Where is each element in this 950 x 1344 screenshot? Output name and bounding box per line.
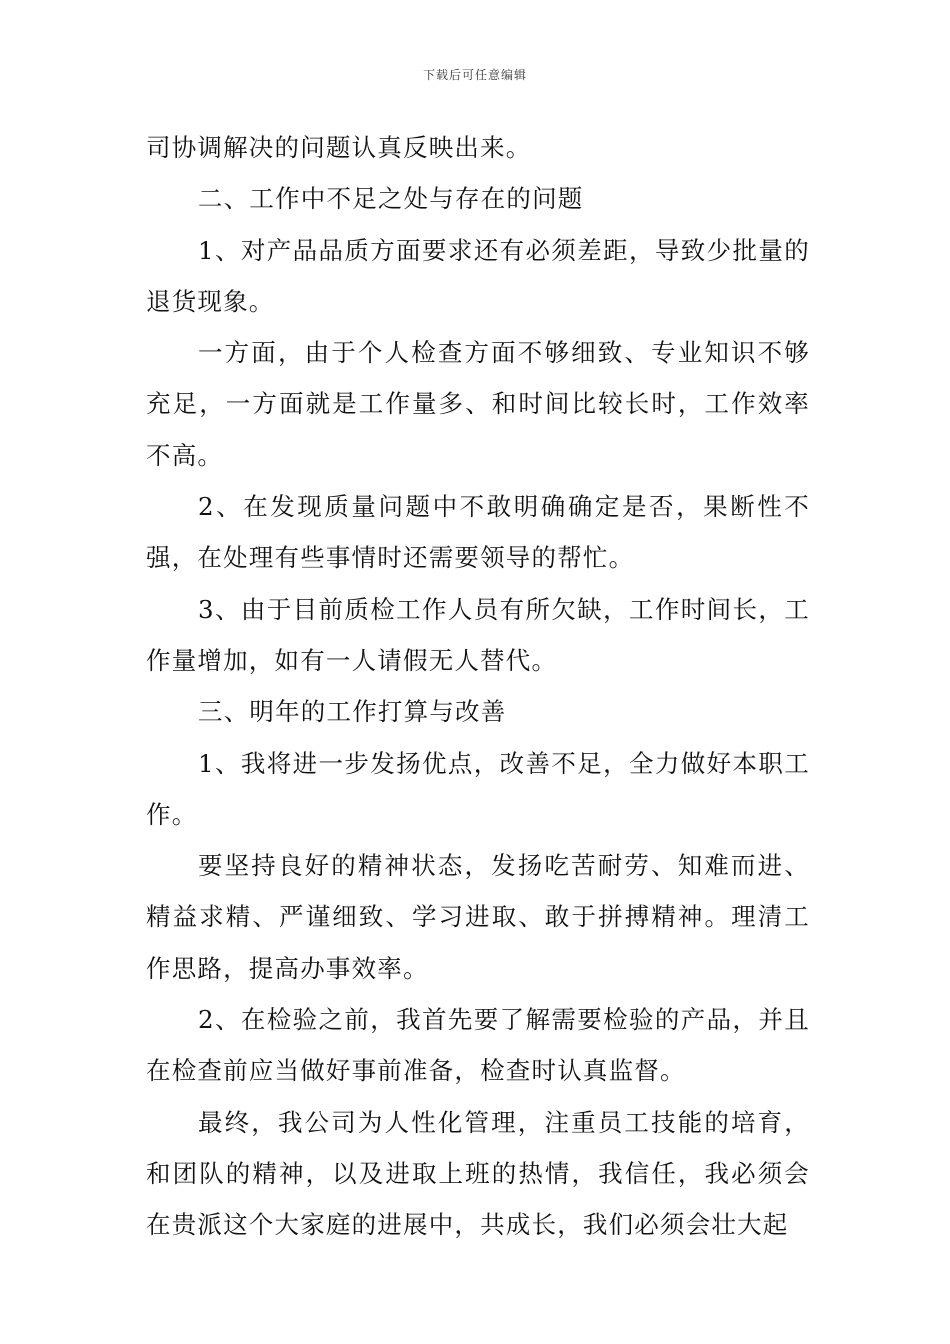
paragraph-spirit: 要坚持良好的精神状态，发扬吃苦耐劳、知难而进、精益求精、严谨细致、学习进取、敢于拼搏精神。理清工作思路，提高办事效率。 xyxy=(146,851,810,983)
paragraph-plan-2: 2、在检验之前，我首先要了解需要检验的产品，并且在检查前应当做好事前准备，检查时认真监督。 xyxy=(146,1005,810,1086)
paragraph-item-2-decisiveness: 2、在发现质量问题中不敢明确确定是否，果断性不强，在处理有些事情时还需要领导的帮忙。 xyxy=(146,492,810,573)
paragraph-reasons: 一方面，由于个人检查方面不够细致、专业知识不够充足，一方面就是工作量多、和时间比较长时，工作效率不高。 xyxy=(146,338,810,470)
paragraph-item-1-quality: 1、对产品品质方面要求还有必须差距，导致少批量的退货现象。 xyxy=(146,235,810,316)
page-header: 下载后可任意编辑 xyxy=(422,68,527,82)
paragraph-conclusion: 最终，我公司为人性化管理，注重员工技能的培育，和团队的精神，以及进取上班的热情，我信任，我必须会在贵派这个大家庭的进展中，共成长，我们必须会壮大起 xyxy=(146,1107,810,1240)
section-heading-shortcomings: 二、工作中不足之处与存在的问题 xyxy=(198,184,584,214)
document-body xyxy=(146,122,810,1251)
paragraph-item-3-staffing: 3、由于目前质检工作人员有所欠缺，工作时间长，工作量增加，如有一人请假无人替代。 xyxy=(146,594,810,675)
section-heading-plans: 三、明年的工作打算与改善 xyxy=(198,697,507,727)
paragraph-continuation: 司协调解决的问题认真反映出来。 xyxy=(146,133,532,162)
paragraph-plan-1: 1、我将进一步发扬优点，改善不足，全力做好本职工作。 xyxy=(146,748,810,829)
